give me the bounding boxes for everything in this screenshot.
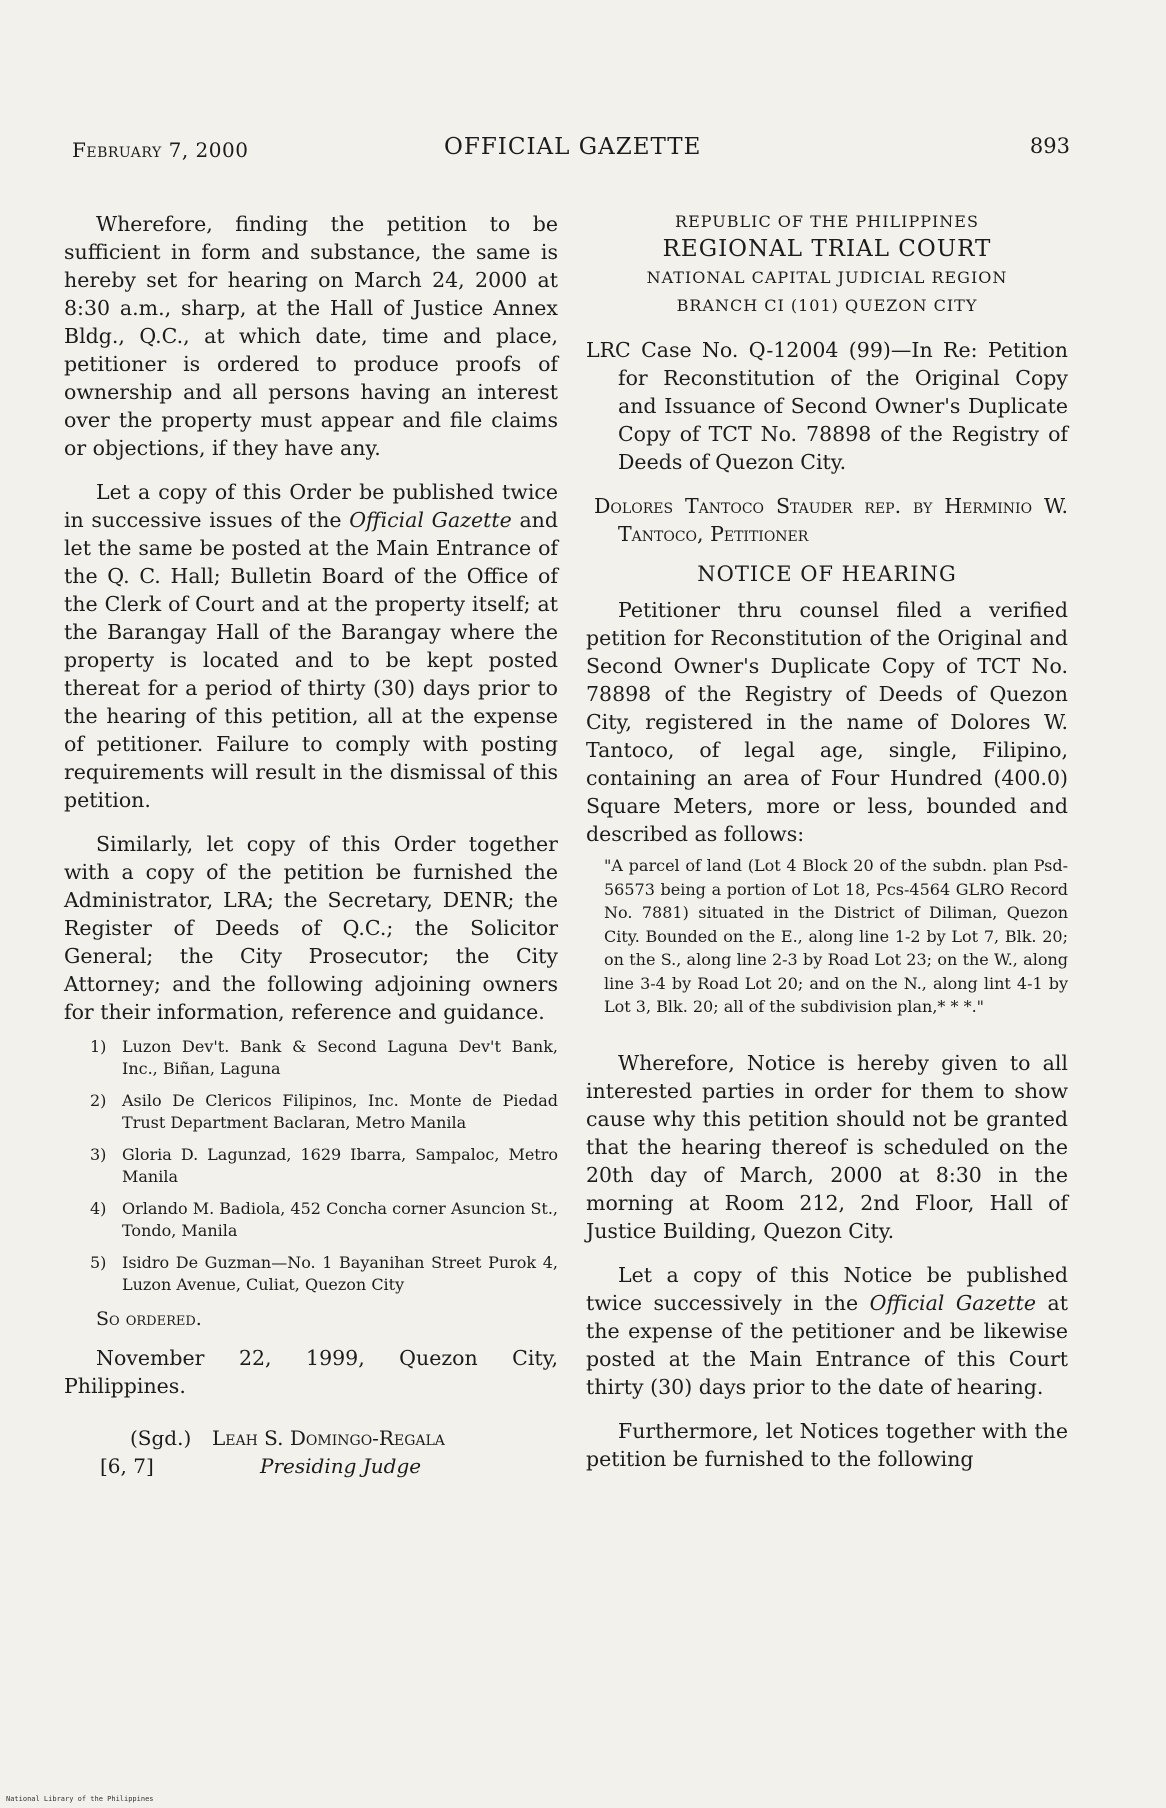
court-name: REGIONAL TRIAL COURT (662, 236, 992, 262)
page-header (72, 134, 1070, 170)
list-item-number: 1) (90, 1037, 107, 1056)
order-paragraph-2-part1: Let a copy of this Order be published twice in successive issues of the (64, 480, 558, 532)
order-paragraph-2-part2: and let the same be posted at the Main Entrance of the Q. C. Hall; Bulletin Board of the Office of the Clerk of Court and at the property itself; at the Barangay Hall of the Barangay where the property is located and to be kept posted thereat for a period of thirty (30) days prior to the hearing of this petition, all at the expense of petitioner. Failure to comply with posting requirements will result in the dismissal of this petition. (64, 508, 558, 812)
list-item-text: Luzon Dev't. Bank & Second Laguna Dev't Bank, Inc., Biñan, Laguna (122, 1037, 558, 1078)
order-paragraph-2 (64, 478, 558, 814)
gazette-name-italic: Official Gazette (869, 1290, 1037, 1315)
notice-paragraph-3 (586, 1261, 1068, 1401)
judge-name: Leah S. Domingo-Regala (212, 1426, 445, 1450)
list-item (64, 1036, 558, 1080)
notice-paragraph-3-part1: Let a copy of this Notice be published twice successively in the (586, 1262, 1068, 1315)
right-column (586, 210, 1068, 1473)
case-parties: Dolores Tantoco Stauder rep. by Herminio W. Tantoco, Petitioner (594, 494, 1068, 546)
list-item-number: 5) (90, 1253, 107, 1272)
order-dateline: November 22, 1999, Quezon City, Philippines. (64, 1346, 558, 1398)
gazette-name-italic: Official Gazette (349, 508, 512, 532)
list-item-number: 2) (90, 1091, 107, 1110)
land-description-quote: "A parcel of land (Lot 4 Block 20 of the subdn. plan Psd-56573 being a portion of Lot 18, Pcs-4564 GLRO Record No. 7881) situated in the District of Diliman, Quezon City. Bounded on the E., along line 1-2 by Lot 7, Blk. 20; on the S., along line 2-3 by Road Lot 23; on the W., along line 3-4 by Road Lot 20; and on the N., along lint 4-1 by Lot 3, Blk. 20; all of the subdivision plan,* * *." (604, 856, 1068, 1016)
list-item-text: Asilo De Clericos Filipinos, Inc. Monte de Piedad Trust Department Baclaran, Metro Manila (122, 1091, 558, 1132)
so-ordered: So ordered. (96, 1308, 202, 1330)
list-item-text: Isidro De Guzman—No. 1 Bayanihan Street Purok 4, Luzon Avenue, Culiat, Quezon City (122, 1253, 558, 1294)
list-item (64, 1090, 558, 1134)
court-region: NATIONAL CAPITAL JUDICIAL REGION (646, 268, 1008, 287)
list-item-text: Gloria D. Lagunzad, 1629 Ibarra, Sampaloc, Metro Manila (122, 1145, 558, 1186)
notice-paragraph-4: Furthermore, let Notices together with the petition be furnished to the following (586, 1418, 1068, 1471)
list-item (64, 1198, 558, 1242)
notice-title: NOTICE OF HEARING (697, 562, 957, 586)
adjoining-owners-list (64, 1036, 558, 1296)
judge-title: Presiding Judge (260, 1454, 422, 1478)
case-caption: LRC Case No. Q-12004 (99)—In Re: Petition for Reconstitution of the Original Copy and Issuance of Second Owner's Duplicate Copy of TCT No. 78898 of the Registry of Deeds of Quezon City. (586, 338, 1068, 474)
signature-block (64, 1426, 558, 1486)
order-paragraph-3: Similarly, let copy of this Order together with a copy of the petition be furnished the Administrator, LRA; the Secretary, DENR; the Register of Deeds of Q.C.; the Solicitor General; the City Prosecutor; the City Attorney; and the following adjoining owners for their information, reference and guidance. (64, 832, 558, 1024)
list-item (64, 1144, 558, 1188)
list-item-number: 3) (90, 1145, 107, 1164)
signed-mark: (Sgd.) (130, 1426, 192, 1450)
court-republic: REPUBLIC OF THE PHILIPPINES (675, 212, 979, 231)
court-heading (586, 210, 1068, 320)
issue-reference: [6, 7] (100, 1454, 154, 1478)
list-item-text: Orlando M. Badiola, 452 Concha corner Asuncion St., Tondo, Manila (122, 1199, 558, 1240)
notice-paragraph-1: Petitioner thru counsel filed a verified petition for Reconstitution of the Original and Second Owner's Duplicate Copy of TCT No. 78898 of the Registry of Deeds of Quezon City, registered in the name of Dolores W. Tantoco, of legal age, single, Filipino, containing an area of Four Hundred (400.0) Square Meters, more or less, bounded and described as follows: (586, 598, 1068, 846)
court-branch: BRANCH CI (101) QUEZON CITY (676, 296, 978, 315)
header-title: OFFICIAL GAZETTE (444, 134, 702, 160)
header-date: February 7, 2000 (72, 138, 249, 162)
left-column (64, 210, 558, 1486)
list-item (64, 1252, 558, 1296)
notice-paragraph-3-part2: at the expense of the petitioner and be likewise posted at the Main Entrance of this Court thirty (30) days prior to the date of hearing. (586, 1290, 1068, 1399)
page-number: 893 (1029, 134, 1070, 158)
list-item-number: 4) (90, 1199, 107, 1218)
order-paragraph-1: Wherefore, finding the petition to be sufficient in form and substance, the same is hereby set for hearing on March 24, 2000 at 8:30 a.m., sharp, at the Hall of Justice Annex Bldg., Q.C., at which date, time and place, petitioner is ordered to produce proofs of ownership and all persons having an interest over the property must appear and file claims or objections, if they have any. (64, 212, 558, 460)
scan-footer: National Library of the Philippines (6, 1795, 154, 1803)
notice-paragraph-2: Wherefore, Notice is hereby given to all interested parties in order for them to show cause why this petition should not be granted that the hearing thereof is scheduled on the 20th day of March, 2000 at 8:30 in the morning at Room 212, 2nd Floor, Hall of Justice Building, Quezon City. (586, 1050, 1068, 1243)
